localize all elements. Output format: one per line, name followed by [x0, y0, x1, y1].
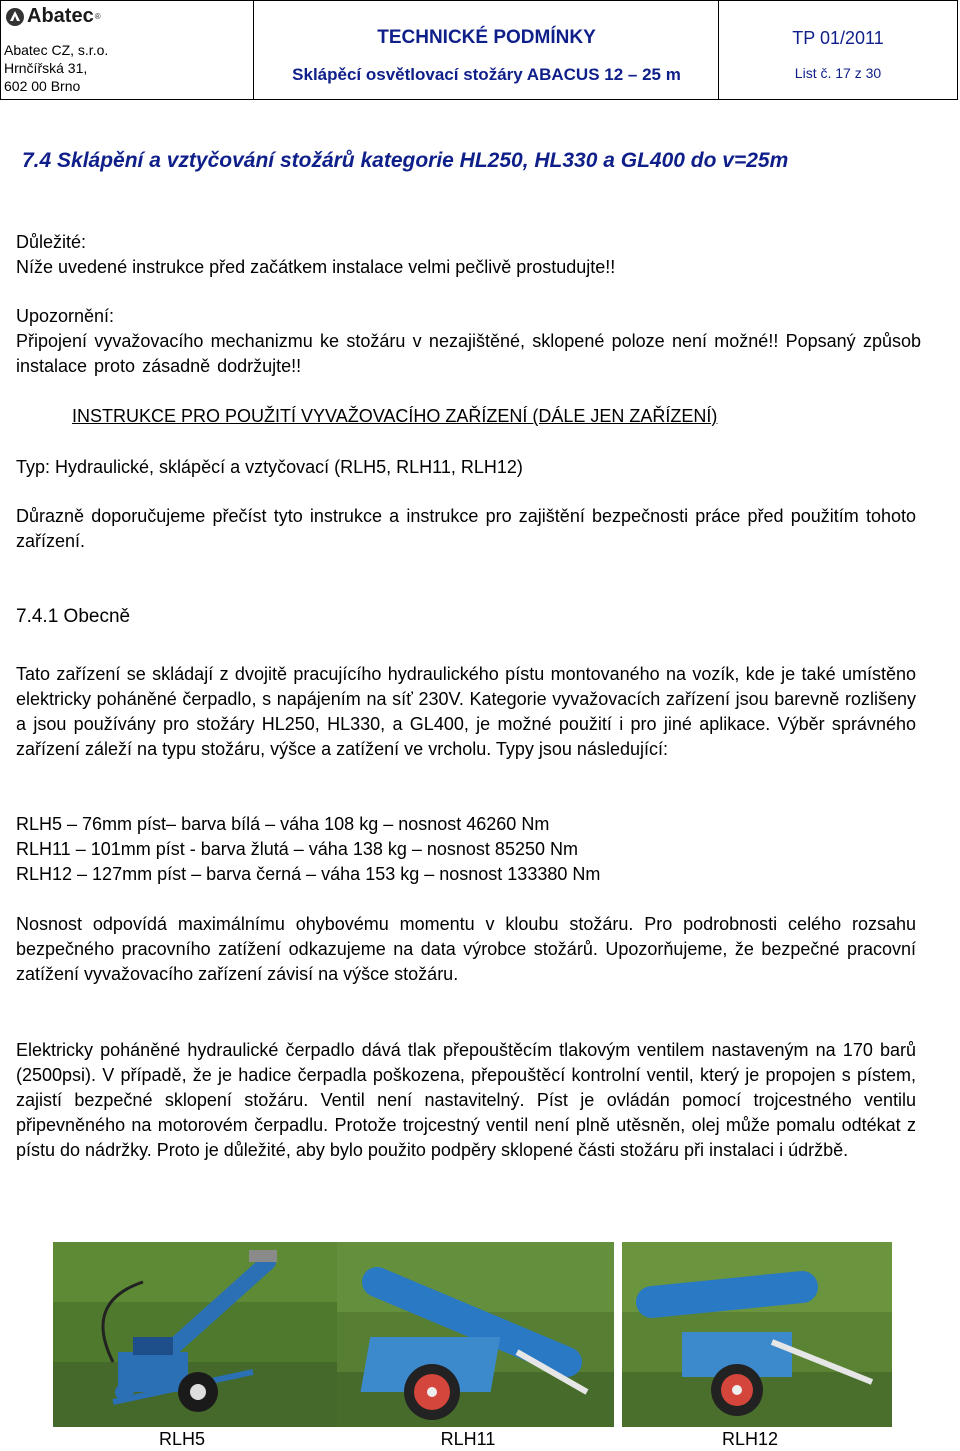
- company-address: [4, 41, 108, 95]
- company-cell: [1, 1, 254, 99]
- photo-caption-rlh11: RLH11: [440, 1429, 496, 1449]
- document-header: [0, 0, 958, 100]
- company-city: 602 00 Brno: [4, 78, 81, 94]
- photo-caption-rlh5: RLH5: [158, 1429, 206, 1449]
- types-list: [16, 812, 916, 887]
- photo-rlh11: [337, 1242, 614, 1427]
- instructions-title: INSTRUKCE PRO POUŽITÍ VYVAŽOVACÍHO ZAŘÍZENÍ (DÁLE JEN ZAŘÍZENÍ): [72, 406, 718, 426]
- subheading-general: 7.4.1 Obecně: [16, 606, 131, 627]
- pump-paragraph: Elektricky poháněné hydraulické čerpadlo dává tlak přepouštěcím tlakovým ventilem nastaveným na 170 barů (2500psi). V případě, že je hadice čerpadla poškozena, přepouštěcí kontrolní ventil, který je propojen s pístem, zajistí bezpečné sklopení stožáru. Ventil není nastavitelný. Píst je ovládán pomocí trojcestného ventilu připevněného na motorovém čerpadlu. Protože trojcestný ventil není plně utěsněn, olej může pomalu odtékat z pístu do nádržky. Proto je důležité, aby bylo použito podpěry sklopené části stožáru při instalaci i údržbě.: [16, 1040, 916, 1160]
- general-paragraph: Tato zařízení se skládají z dvojitě pracujícího hydraulického pístu montovaného na vozík, kde je také umístěno elektricky poháněné čerpadlo, s napájením na síť 230V. Kategorie vyvažovacích zařízení jsou barevně rozlišeny a jsou používány pro stožáry HL250, HL330, a GL400, je možné použití i pro jiné aplikace. Výběr správného zařízení záleží na typu stožáru, výšce a zatížení ve vrcholu. Typy jsou následující:: [16, 664, 916, 759]
- title-cell: [254, 1, 719, 99]
- important-text: Níže uvedené instrukce před začátkem instalace velmi pečlivě prostudujte!!: [16, 257, 616, 277]
- section-heading: 7.4 Sklápění a vztyčování stožárů kategorie HL250, HL330 a GL400 do v=25m: [22, 149, 789, 172]
- photo-rlh12: [622, 1242, 892, 1427]
- document-subject: Sklápěcí osvětlovací stožáry ABACUS 12 – 25 m: [292, 65, 681, 84]
- type-item-rlh12: RLH12 – 127mm píst – barva černá – váha 153 kg – nosnost 133380 Nm: [16, 864, 601, 884]
- warning-text: Připojení vyvažovacího mechanizmu ke stožáru v nezajištěné, sklopené poloze není možné!! Popsaný způsob instalace proto zásadně dodržujte!!: [16, 331, 921, 376]
- important-label: Důležité:: [16, 232, 87, 252]
- document-type: TECHNICKÉ PODMÍNKY: [377, 27, 596, 48]
- type-item-rlh11: RLH11 – 101mm píst - barva žlutá – váha 138 kg – nosnost 85250 Nm: [16, 839, 578, 859]
- type-item-rlh5: RLH5 – 76mm píst– barva bílá – váha 108 kg – nosnost 46260 Nm: [16, 814, 550, 834]
- number-cell: [719, 1, 957, 99]
- warning-label: Upozornění:: [16, 306, 115, 326]
- logo-text: Abatec: [27, 5, 94, 27]
- company-logo: Abatec ®: [5, 5, 101, 28]
- company-street: Hrnčířská 31,: [4, 60, 88, 76]
- page-info: List č. 17 z 30: [794, 65, 882, 81]
- document-number: TP 01/2011: [792, 28, 884, 48]
- abatec-logo-icon: [5, 7, 25, 27]
- load-paragraph: Nosnost odpovídá maximálnímu ohybovému momentu v kloubu stožáru. Pro podrobnosti celého rozsahu bezpečného pracovního zatížení odkazujeme na data výrobce stožárů. Upozorňujeme, že bezpečné pracovní zatížení vyvažovacího zařízení závisí na výšce stožáru.: [16, 914, 916, 984]
- company-name: Abatec CZ, s.r.o.: [4, 42, 109, 58]
- recommendation-paragraph: Důrazně doporučujeme přečíst tyto instrukce a instrukce pro zajištění bezpečnosti práce před použitím tohoto zařízení.: [16, 506, 916, 551]
- type-line: Typ: Hydraulické, sklápěcí a vztyčovací (RLH5, RLH11, RLH12): [16, 457, 523, 477]
- photo-caption-rlh12: RLH12: [721, 1429, 779, 1449]
- photo-rlh5: [53, 1242, 345, 1427]
